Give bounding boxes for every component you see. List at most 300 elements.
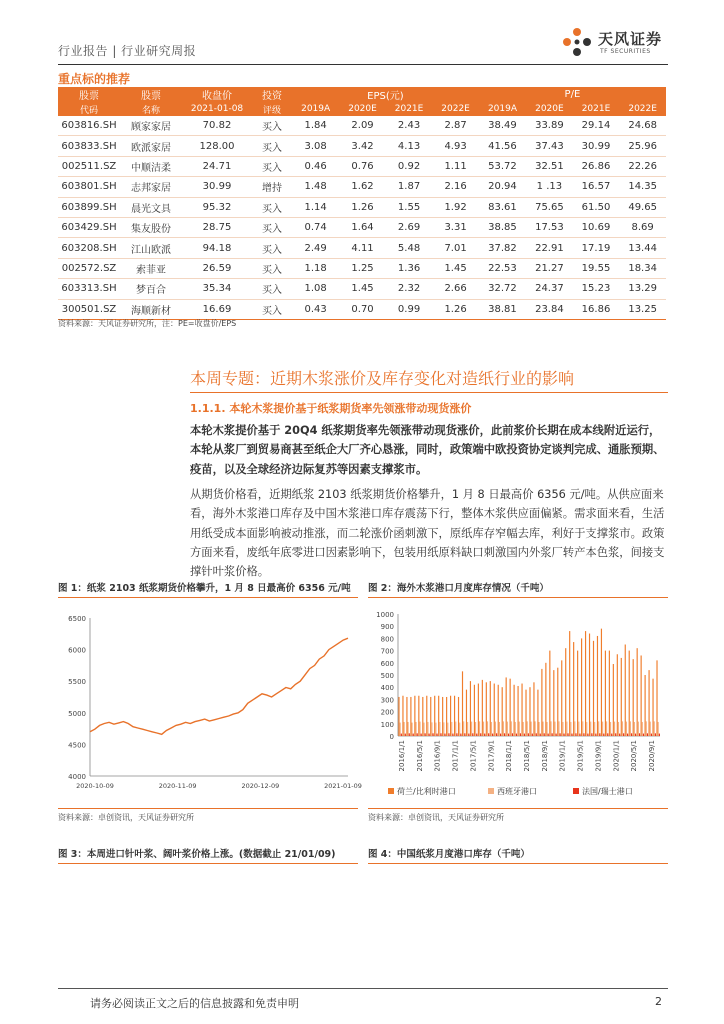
- table-row: [58, 116, 666, 136]
- table-cell: 28.75: [182, 217, 252, 237]
- x-tick-label: 2017/1/1: [451, 740, 460, 772]
- section-title: 本周专题：近期木浆涨价及库存变化对造纸行业的影响: [190, 369, 575, 388]
- bar-荷兰/比利时港口: [422, 697, 423, 736]
- bar-西班牙港口: [554, 722, 555, 736]
- bar-法国/瑞士港口: [647, 733, 648, 736]
- bar-西班牙港口: [602, 722, 603, 736]
- bar-法国/瑞士港口: [655, 733, 656, 736]
- legend-label: 荷兰/比利时港口: [397, 787, 456, 796]
- bar-荷兰/比利时港口: [494, 684, 495, 736]
- table-cell: 35.34: [182, 279, 252, 299]
- figure-1-source: 资料来源：卓创资讯，天风证券研究所: [58, 813, 194, 822]
- table-cell: 49.65: [619, 197, 666, 217]
- table-cell: 53.72: [479, 156, 526, 176]
- bar-西班牙港口: [598, 721, 599, 736]
- bar-法国/瑞士港口: [421, 734, 422, 736]
- table-cell: 1.25: [339, 258, 386, 278]
- bar-法国/瑞士港口: [571, 734, 572, 736]
- table-cell: 38.49: [479, 116, 526, 136]
- table-row: [58, 299, 666, 319]
- y-tick-label: 500: [380, 672, 394, 680]
- table-header: 股票: [58, 87, 120, 102]
- x-tick-label: 2019/1/1: [558, 740, 567, 772]
- bar-荷兰/比利时港口: [521, 684, 522, 736]
- bar-荷兰/比利时港口: [462, 671, 463, 736]
- bar-西班牙港口: [487, 721, 488, 736]
- bar-法国/瑞士港口: [512, 733, 513, 736]
- y-tick-label: 5500: [68, 678, 86, 687]
- bar-西班牙港口: [404, 722, 405, 736]
- table-cell: 17.19: [573, 238, 620, 258]
- bar-法国/瑞士港口: [591, 733, 592, 736]
- bar-荷兰/比利时港口: [434, 696, 435, 736]
- bar-西班牙港口: [527, 721, 528, 736]
- table-cell: 603899.SH: [58, 197, 120, 217]
- y-tick-label: 1000: [376, 611, 394, 619]
- bar-荷兰/比利时港口: [561, 660, 562, 736]
- table-cell: 21.27: [526, 258, 573, 278]
- legend-swatch-法国/瑞士港口: [573, 788, 579, 794]
- bar-荷兰/比利时港口: [613, 664, 614, 736]
- bar-荷兰/比利时港口: [577, 651, 578, 736]
- bar-法国/瑞士港口: [587, 734, 588, 736]
- figure-3-title: 图 3：本周进口针叶浆、阔叶浆价格上涨。(数据截止 21/01/09): [58, 849, 336, 860]
- series-line-纸浆2103: [90, 638, 348, 734]
- bar-法国/瑞士港口: [540, 734, 541, 736]
- bar-荷兰/比利时港口: [517, 686, 518, 736]
- bar-西班牙港口: [535, 721, 536, 736]
- figure-2-title: 图 2：海外木浆港口月度库存情况（千吨）: [368, 583, 549, 594]
- figure-1-bottom-line: [58, 808, 358, 809]
- header-divider: [58, 64, 668, 65]
- bar-西班牙港口: [443, 722, 444, 736]
- bar-西班牙港口: [630, 721, 631, 736]
- bar-法国/瑞士港口: [516, 734, 517, 736]
- bar-西班牙港口: [423, 723, 424, 736]
- table-cell: 128.00: [182, 136, 252, 156]
- bar-法国/瑞士港口: [492, 734, 493, 736]
- bar-荷兰/比利时港口: [446, 697, 447, 736]
- bar-法国/瑞士港口: [528, 733, 529, 736]
- bar-荷兰/比利时港口: [541, 669, 542, 736]
- bar-西班牙港口: [507, 722, 508, 736]
- table-cell: 1.36: [386, 258, 433, 278]
- bar-法国/瑞士港口: [639, 733, 640, 736]
- bar-法国/瑞士港口: [409, 733, 410, 736]
- table-cell: 24.71: [182, 156, 252, 176]
- bar-荷兰/比利时港口: [482, 680, 483, 736]
- table-cell: 2.66: [432, 279, 479, 299]
- table-cell: 61.50: [573, 197, 620, 217]
- bar-法国/瑞士港口: [563, 734, 564, 736]
- table-cell: 1.18: [292, 258, 339, 278]
- table-cell: 37.82: [479, 238, 526, 258]
- table-cell: 603208.SH: [58, 238, 120, 258]
- table-cell: 24.68: [619, 116, 666, 136]
- table-cell: 603833.SH: [58, 136, 120, 156]
- table-cell: 3.31: [432, 217, 479, 237]
- table-cell: 0.70: [339, 299, 386, 319]
- table-cell: 增持: [252, 177, 292, 197]
- section-divider: [190, 392, 668, 393]
- bar-荷兰/比利时港口: [533, 682, 534, 736]
- bar-法国/瑞士港口: [401, 734, 402, 736]
- table-header: 2019A: [292, 102, 339, 116]
- bar-法国/瑞士港口: [623, 733, 624, 736]
- table-cell: 24.37: [526, 279, 573, 299]
- table-header: 2019A: [479, 102, 526, 116]
- x-tick-label: 2019/9/1: [594, 740, 603, 772]
- bar-西班牙港口: [435, 723, 436, 736]
- bar-西班牙港口: [499, 722, 500, 736]
- bar-西班牙港口: [515, 722, 516, 736]
- bar-荷兰/比利时港口: [652, 679, 653, 736]
- table-header: EPS(元): [292, 87, 479, 102]
- table-cell: 13.29: [619, 279, 666, 299]
- bar-西班牙港口: [582, 721, 583, 736]
- table-cell: 15.23: [573, 279, 620, 299]
- bar-荷兰/比利时港口: [593, 641, 594, 736]
- bar-法国/瑞士港口: [468, 734, 469, 736]
- bar-西班牙港口: [646, 721, 647, 736]
- bar-荷兰/比利时港口: [648, 670, 649, 736]
- table-cell: 0.46: [292, 156, 339, 176]
- table-cell: 30.99: [182, 177, 252, 197]
- table-cell: 38.85: [479, 217, 526, 237]
- bar-法国/瑞士港口: [595, 734, 596, 736]
- table-cell: 志邦家居: [120, 177, 182, 197]
- bar-法国/瑞士港口: [440, 733, 441, 736]
- bar-法国/瑞士港口: [615, 733, 616, 736]
- x-tick-label: 2018/1/1: [505, 740, 514, 772]
- table-cell: 买入: [252, 197, 292, 217]
- table-row: [58, 238, 666, 258]
- bar-西班牙港口: [447, 723, 448, 736]
- bar-法国/瑞士港口: [484, 734, 485, 736]
- bar-西班牙港口: [431, 722, 432, 736]
- bar-西班牙港口: [642, 722, 643, 736]
- bar-西班牙港口: [650, 722, 651, 736]
- bar-西班牙港口: [495, 722, 496, 736]
- bar-荷兰/比利时港口: [406, 697, 407, 736]
- table-cell: 23.84: [526, 299, 573, 319]
- bar-荷兰/比利时港口: [629, 651, 630, 736]
- bar-荷兰/比利时港口: [637, 648, 638, 736]
- bar-法国/瑞士港口: [500, 734, 501, 736]
- table-cell: 买入: [252, 238, 292, 258]
- table-cell: 22.91: [526, 238, 573, 258]
- table-header: 2021E: [573, 102, 620, 116]
- table-cell: 14.35: [619, 177, 666, 197]
- bar-法国/瑞士港口: [659, 734, 660, 736]
- bar-荷兰/比利时港口: [438, 696, 439, 736]
- bar-西班牙港口: [586, 722, 587, 736]
- bar-荷兰/比利时港口: [514, 685, 515, 736]
- bar-西班牙港口: [511, 721, 512, 736]
- table-cell: 32.72: [479, 279, 526, 299]
- bar-荷兰/比利时港口: [510, 679, 511, 736]
- bar-荷兰/比利时港口: [601, 629, 602, 736]
- table-cell: 19.55: [573, 258, 620, 278]
- table-cell: 买入: [252, 156, 292, 176]
- bar-法国/瑞士港口: [413, 734, 414, 736]
- bar-西班牙港口: [626, 722, 627, 736]
- table-cell: 603816.SH: [58, 116, 120, 136]
- bar-法国/瑞士港口: [456, 733, 457, 736]
- figure-2-bottom-line: [368, 808, 668, 809]
- bar-法国/瑞士港口: [579, 734, 580, 736]
- bar-法国/瑞士港口: [508, 734, 509, 736]
- y-tick-label: 900: [380, 623, 394, 632]
- bar-西班牙港口: [570, 722, 571, 736]
- bar-荷兰/比利时港口: [398, 697, 399, 736]
- bar-法国/瑞士港口: [619, 734, 620, 736]
- bar-法国/瑞士港口: [452, 734, 453, 736]
- bar-法国/瑞士港口: [627, 734, 628, 736]
- table-cell: 13.44: [619, 238, 666, 258]
- bar-法国/瑞士港口: [496, 733, 497, 736]
- table-cell: 1.45: [432, 258, 479, 278]
- table-cell: 1 .13: [526, 177, 573, 197]
- x-tick-label: 2017/5/1: [469, 740, 478, 772]
- bar-西班牙港口: [634, 722, 635, 736]
- bar-荷兰/比利时港口: [633, 659, 634, 736]
- table-cell: 33.89: [526, 116, 573, 136]
- table-cell: 2.09: [339, 116, 386, 136]
- table-cell: 买入: [252, 136, 292, 156]
- bar-西班牙港口: [427, 722, 428, 736]
- x-tick-label: 2016/1/1: [398, 740, 406, 772]
- bar-法国/瑞士港口: [488, 733, 489, 736]
- table-cell: 集友股份: [120, 217, 182, 237]
- bar-西班牙港口: [610, 722, 611, 736]
- table-cell: 94.18: [182, 238, 252, 258]
- bar-荷兰/比利时港口: [565, 648, 566, 736]
- footer-disclaimer: 请务必阅读正文之后的信息披露和免责申明: [90, 997, 299, 1010]
- subsection-title: 1.1.1. 本轮木浆提价基于纸浆期货率先领涨带动现货涨价: [190, 402, 472, 415]
- bar-西班牙港口: [483, 722, 484, 736]
- table-cell: 0.99: [386, 299, 433, 319]
- stock-table: [58, 87, 666, 320]
- bar-西班牙港口: [459, 723, 460, 736]
- table-header: 投资: [252, 87, 292, 102]
- table-cell: 4.13: [386, 136, 433, 156]
- bar-西班牙港口: [471, 722, 472, 736]
- x-tick-label: 2016/9/1: [433, 740, 442, 772]
- bar-法国/瑞士港口: [460, 734, 461, 736]
- bar-西班牙港口: [519, 722, 520, 736]
- bar-法国/瑞士港口: [635, 734, 636, 736]
- bar-法国/瑞士港口: [607, 733, 608, 736]
- table-cell: 29.14: [573, 116, 620, 136]
- table-title: 重点标的推荐: [58, 72, 131, 86]
- table-cell: 0.43: [292, 299, 339, 319]
- figure-1-divider: [58, 597, 358, 598]
- bar-西班牙港口: [479, 721, 480, 736]
- figure-3-divider: [58, 863, 358, 864]
- bar-西班牙港口: [614, 722, 615, 736]
- figure-4-divider: [368, 863, 668, 864]
- bar-荷兰/比利时港口: [597, 636, 598, 736]
- bar-法国/瑞士港口: [432, 733, 433, 736]
- x-tick-label: 2020-10-09: [76, 782, 114, 790]
- y-tick-label: 100: [380, 720, 394, 729]
- table-header: 名称: [120, 102, 182, 116]
- bar-法国/瑞士港口: [436, 734, 437, 736]
- bar-法国/瑞士港口: [532, 734, 533, 736]
- bar-荷兰/比利时港口: [605, 651, 606, 736]
- table-cell: 晨光文具: [120, 197, 182, 217]
- figure-1-title: 图 1：纸浆 2103 纸浆期货价格攀升，1 月 8 日最高价 6356 元/吨: [58, 583, 351, 594]
- table-cell: 买入: [252, 279, 292, 299]
- bar-西班牙港口: [523, 722, 524, 736]
- bar-荷兰/比利时港口: [426, 696, 427, 736]
- bar-法国/瑞士港口: [552, 733, 553, 736]
- table-cell: 75.65: [526, 197, 573, 217]
- table-cell: 4.93: [432, 136, 479, 156]
- table-header: 2022E: [619, 102, 666, 116]
- table-cell: 300501.SZ: [58, 299, 120, 319]
- bar-西班牙港口: [467, 722, 468, 736]
- figure-1-chart: [58, 604, 362, 804]
- figure-4-title: 图 4：中国纸浆月度港口库存（千吨）: [368, 849, 530, 860]
- table-cell: 22.53: [479, 258, 526, 278]
- bar-法国/瑞士港口: [524, 734, 525, 736]
- table-cell: 1.55: [386, 197, 433, 217]
- y-tick-label: 600: [380, 659, 394, 668]
- bar-法国/瑞士港口: [611, 734, 612, 736]
- bar-法国/瑞士港口: [444, 734, 445, 736]
- table-cell: 2.49: [292, 238, 339, 258]
- bar-荷兰/比利时港口: [525, 690, 526, 736]
- bar-荷兰/比利时港口: [418, 696, 419, 736]
- table-cell: 2.16: [432, 177, 479, 197]
- bar-荷兰/比利时港口: [506, 677, 507, 736]
- bar-荷兰/比利时港口: [502, 687, 503, 736]
- bar-荷兰/比利时港口: [581, 638, 582, 736]
- bar-荷兰/比利时港口: [537, 690, 538, 736]
- bar-西班牙港口: [654, 721, 655, 736]
- bar-法国/瑞士港口: [651, 734, 652, 736]
- table-cell: 欧派家居: [120, 136, 182, 156]
- bar-西班牙港口: [546, 722, 547, 736]
- table-cell: 95.32: [182, 197, 252, 217]
- table-cell: 25.96: [619, 136, 666, 156]
- table-cell: 20.94: [479, 177, 526, 197]
- table-row: [58, 258, 666, 278]
- bar-西班牙港口: [455, 722, 456, 736]
- bar-荷兰/比利时港口: [450, 696, 451, 736]
- x-tick-label: 2020/1/1: [612, 740, 621, 772]
- x-tick-label: 2020/5/1: [630, 740, 639, 772]
- bar-荷兰/比利时港口: [609, 651, 610, 736]
- bar-荷兰/比利时港口: [442, 697, 443, 736]
- bar-西班牙港口: [618, 722, 619, 736]
- bar-法国/瑞士港口: [536, 733, 537, 736]
- y-tick-label: 6500: [68, 615, 86, 623]
- bar-法国/瑞士港口: [643, 734, 644, 736]
- figure-2-source: 资料来源：卓创资讯，天风证券研究所: [368, 813, 504, 822]
- table-cell: 2.43: [386, 116, 433, 136]
- table-header: 代码: [58, 102, 120, 116]
- table-cell: 7.01: [432, 238, 479, 258]
- bar-西班牙港口: [400, 723, 401, 736]
- table-cell: 002511.SZ: [58, 156, 120, 176]
- bar-西班牙港口: [574, 721, 575, 736]
- table-cell: 买入: [252, 116, 292, 136]
- x-tick-label: 2018/9/1: [540, 740, 549, 772]
- bar-法国/瑞士港口: [567, 733, 568, 736]
- bar-荷兰/比利时港口: [549, 651, 550, 736]
- legend-label: 西班牙港口: [497, 787, 537, 796]
- paragraph-2: 从期货价格看，近期纸浆 2103 纸浆期货价格攀升，1 月 8 日最高价 6356 元/吨。从供应面来看，海外木浆港口库存及中国木浆港口库存震荡下行，整体木浆供应面偏紧。需求面来看，生活用纸受成本面影响被动推涨，而二轮涨价函刺激下，原纸库存窄幅去库，利好于支撑浆市。政策方面来看，废纸年底零进口因素影响下，包装用纸原料缺口刺激国内外浆厂转产本色浆，间接支撑针叶浆价格。: [190, 488, 665, 579]
- table-cell: 3.08: [292, 136, 339, 156]
- table-cell: 中顺洁柔: [120, 156, 182, 176]
- bar-法国/瑞士港口: [575, 733, 576, 736]
- bar-西班牙港口: [475, 722, 476, 736]
- table-cell: 18.34: [619, 258, 666, 278]
- table-cell: 买入: [252, 299, 292, 319]
- bar-西班牙港口: [550, 721, 551, 736]
- table-cell: 1.14: [292, 197, 339, 217]
- table-cell: 2.87: [432, 116, 479, 136]
- x-tick-label: 2018/5/1: [523, 740, 531, 772]
- legend-swatch-西班牙港口: [488, 788, 494, 794]
- bar-荷兰/比利时港口: [656, 660, 657, 736]
- table-cell: 顾家家居: [120, 116, 182, 136]
- y-tick-label: 4000: [68, 773, 86, 781]
- table-row: [58, 156, 666, 176]
- bar-法国/瑞士港口: [631, 733, 632, 736]
- figure-2-divider: [368, 597, 668, 598]
- y-tick-label: 4500: [68, 741, 86, 750]
- bar-西班牙港口: [411, 723, 412, 736]
- bar-荷兰/比利时港口: [625, 645, 626, 737]
- table-cell: 索菲亚: [120, 258, 182, 278]
- table-cell: 8.69: [619, 217, 666, 237]
- table-cell: 4.11: [339, 238, 386, 258]
- bar-荷兰/比利时港口: [402, 696, 403, 736]
- table-cell: 0.74: [292, 217, 339, 237]
- table-cell: 1.08: [292, 279, 339, 299]
- table-header: P/E: [479, 87, 666, 102]
- bar-荷兰/比利时港口: [557, 668, 558, 736]
- table-header: 收盘价: [182, 87, 252, 102]
- table-cell: 26.86: [573, 156, 620, 176]
- bar-西班牙港口: [415, 722, 416, 736]
- bar-法国/瑞士港口: [417, 733, 418, 736]
- x-tick-label: 2020-11-09: [158, 782, 197, 790]
- table-cell: 603429.SH: [58, 217, 120, 237]
- figure-2-chart: [368, 604, 668, 804]
- table-cell: 32.51: [526, 156, 573, 176]
- bar-西班牙港口: [491, 722, 492, 736]
- table-cell: 38.81: [479, 299, 526, 319]
- table-row: [58, 177, 666, 197]
- table-cell: 2.69: [386, 217, 433, 237]
- bar-荷兰/比利时港口: [617, 654, 618, 736]
- bar-法国/瑞士港口: [556, 734, 557, 736]
- bar-荷兰/比利时港口: [621, 658, 622, 736]
- bar-西班牙港口: [578, 722, 579, 736]
- table-cell: 16.57: [573, 177, 620, 197]
- bar-西班牙港口: [606, 721, 607, 736]
- x-tick-label: 2021-01-09: [324, 782, 362, 790]
- bar-西班牙港口: [562, 722, 563, 736]
- bar-荷兰/比利时港口: [553, 670, 554, 736]
- table-cell: 海顺新材: [120, 299, 182, 319]
- logo: [558, 26, 678, 62]
